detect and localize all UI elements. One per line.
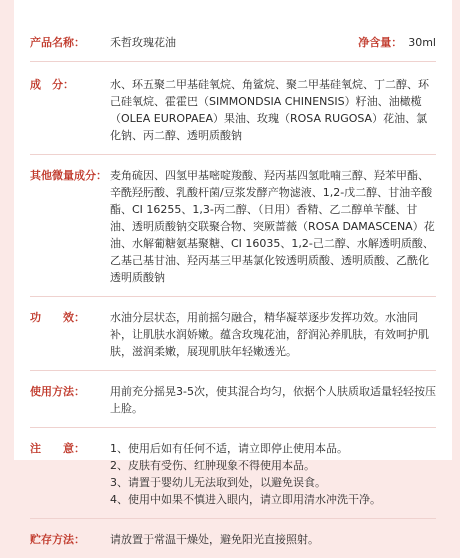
usage-row [30, 371, 436, 428]
notes-list [110, 440, 436, 508]
net-content-value: 30ml [408, 36, 436, 49]
efficacy-value: 水油分层状态，用前摇匀融合，精华凝萃逐步发挥功效。水油同补，让肌肤水润娇嫩。蕴含玫瑰花油，舒润沁养肌肤，有效呵护肌肤，滋润柔嫩，展现肌肤年轻嫩透光。 [110, 311, 429, 358]
ingredients-label: 成 分： [30, 78, 74, 91]
storage-label: 贮存方法： [30, 533, 85, 546]
product-name-label: 产品名称： [30, 36, 85, 49]
efficacy-label: 功 效： [30, 311, 85, 324]
note-item-2: 2、皮肤有受伤、红肿现象不得使用本品。 [110, 459, 315, 472]
net-content-label: 净含量： [358, 36, 403, 49]
product-name-value: 禾哲玫瑰花油 [110, 36, 176, 49]
note-item-4: 4、使用中如果不慎进入眼内，请立即用清水冲洗干净。 [110, 493, 381, 506]
notes-label: 注 意： [30, 442, 85, 455]
note-item-3: 3、请置于婴幼儿无法取到处，以避免误食。 [110, 476, 326, 489]
efficacy-row [30, 297, 436, 371]
ingredients-row [30, 62, 436, 155]
product-name-row [30, 34, 436, 62]
product-header-values [110, 34, 436, 51]
other-ingredients-label: 其他微量成分： [30, 169, 107, 182]
usage-label: 使用方法： [30, 385, 85, 398]
left-margin [0, 0, 14, 460]
notes-row [30, 428, 436, 519]
ingredients-value: 水、环五聚二甲基硅氧烷、角鲨烷、聚二甲基硅氧烷、丁二醇、环己硅氧烷、霍霍巴（SIMMONDSIA CHINENSIS）籽油、油橄榄（OLEA EUROPAEA）果油、玫瑰（ROSA RUGOSA）花油、氯化钠、丙二醇、透明质酸钠 [110, 78, 429, 142]
usage-value: 用前充分摇晃3-5次，使其混合均匀，依据个人肤质取适量轻轻按压上脸。 [110, 385, 436, 415]
net-content [358, 34, 436, 51]
ingredient-card [14, 0, 452, 546]
note-item-1: 1、使用后如有任何不适，请立即停止使用本品。 [110, 442, 348, 455]
storage-row [30, 519, 436, 558]
other-ingredients-value: 麦角硫因、四氢甲基嘧啶羧酸、羟丙基四氢吡喃三醇、羟苯甲酯、辛酰羟肟酸、乳酸杆菌/豆浆发酵产物滤液、1,2-戊二醇、甘油辛酸酯、CI 16255、1,3-丙二醇、（日用）香精、乙二醇单苄醚、甘油、透明质酸钠交联聚合物、突厥蔷薇（ROSA DAMASCENA）花油、水解葡糖氨基聚糖、CI 16035、1,2-己二醇、水解透明质酸、乙基己基甘油、羟丙基三甲基氯化铵透明质酸、透明质酸、乙酰化透明质酸钠 [110, 169, 435, 284]
other-ingredients-row [30, 155, 436, 297]
storage-value: 请放置于常温干燥处，避免阳光直接照射。 [110, 533, 319, 546]
